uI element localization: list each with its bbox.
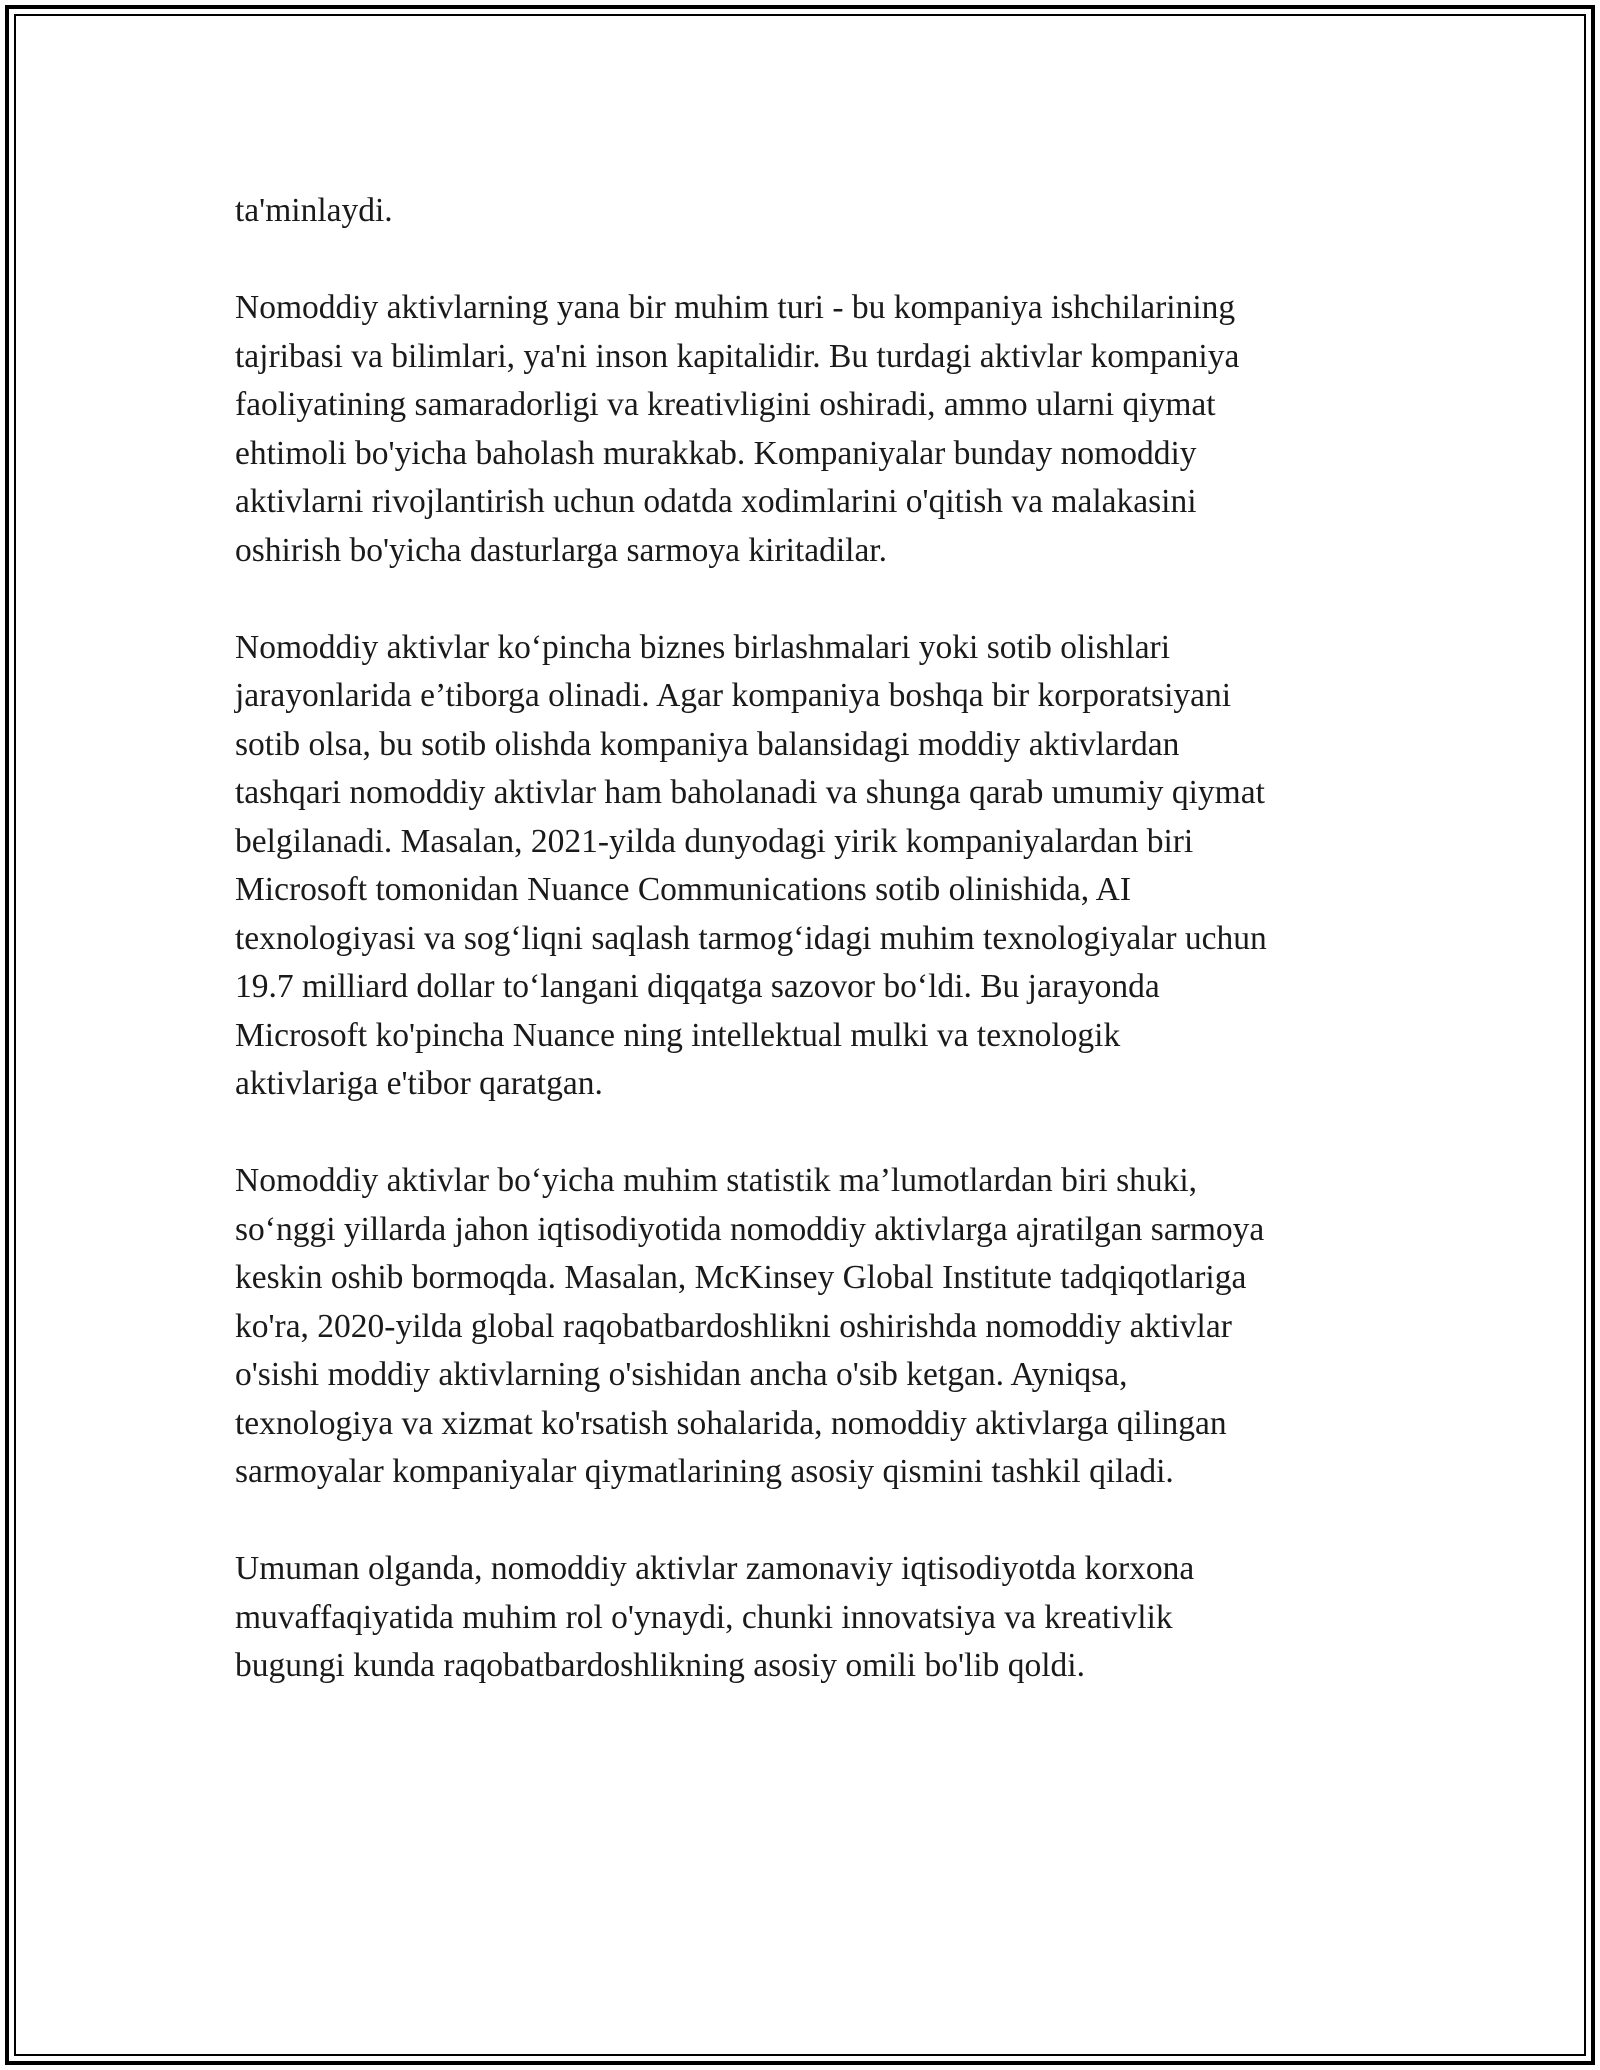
- paragraph-line: Nomoddiy aktivlarning yana bir muhim turi - bu kompaniya ishchilarining: [235, 289, 1236, 326]
- paragraph-line: sarmoyalar kompaniyalar qiymatlarining asosiy qismini tashkil qiladi.: [235, 1453, 1174, 1490]
- paragraph-line: belgilanadi. Masalan, 2021-yilda dunyodagi yirik kompaniyalardan biri: [235, 822, 1194, 860]
- paragraph-2: [235, 284, 1385, 575]
- paragraph-line: jarayonlarida e’tiborga olinadi. Agar kompaniya boshqa bir korporatsiyani: [235, 677, 1232, 714]
- paragraph-line: bugungi kunda raqobatbardoshlikning asosiy omili bo'lib qoldi.: [235, 1647, 1085, 1684]
- document-body: [235, 187, 1385, 1739]
- paragraph-1: [235, 187, 1385, 236]
- paragraph-line: Umuman olganda, nomoddiy aktivlar zamonaviy iqtisodiyotda korxona: [235, 1550, 1195, 1587]
- paragraph-line: Nomoddiy aktivlar ko‘pincha biznes birlashmalari yoki sotib olishlari: [235, 628, 1171, 666]
- paragraph-line: Nomoddiy aktivlar bo‘yicha muhim statistik ma’lumotlardan biri shuki,: [235, 1162, 1198, 1199]
- paragraph-line: texnologiyasi va sog‘liqni saqlash tarmog‘idagi muhim texnologiyalar uchun: [235, 919, 1267, 957]
- paragraph-3: [235, 624, 1385, 1109]
- paragraph-line: tashqari nomoddiy aktivlar ham baholanadi va shunga qarab umumiy qiymat: [235, 774, 1265, 811]
- paragraph-4: [235, 1157, 1385, 1497]
- paragraph-line: texnologiya va xizmat ko'rsatish sohalarida, nomoddiy aktivlarga qilingan: [235, 1404, 1227, 1442]
- paragraph-line: aktivlarni rivojlantirish uchun odatda xodimlarini o'qitish va malakasini: [235, 483, 1197, 520]
- paragraph-line: ta'minlaydi.: [235, 192, 393, 229]
- paragraph-line: ehtimoli bo'yicha baholash murakkab. Kompaniyalar bunday nomoddiy: [235, 434, 1197, 472]
- paragraph-line: tajribasi va bilimlari, ya'ni inson kapitalidir. Bu turdagi aktivlar kompaniya: [235, 337, 1240, 375]
- paragraph-line: keskin oshib bormoqda. Masalan, McKinsey Global Institute tadqiqotlariga: [235, 1259, 1247, 1296]
- paragraph-line: Microsoft tomonidan Nuance Communications sotib olinishida, AI: [235, 871, 1132, 908]
- paragraph-5: [235, 1545, 1385, 1691]
- paragraph-line: faoliyatining samaradorligi va kreativligini oshiradi, ammo ularni qiymat: [235, 386, 1216, 423]
- paragraph-line: ko'ra, 2020-yilda global raqobatbardoshlikni oshirishda nomoddiy aktivlar: [235, 1307, 1232, 1345]
- paragraph-line: aktivlariga e'tibor qaratgan.: [235, 1065, 603, 1102]
- paragraph-line: oshirish bo'yicha dasturlarga sarmoya kiritadilar.: [235, 531, 887, 569]
- paragraph-line: o'sishi moddiy aktivlarning o'sishidan ancha o'sib ketgan. Ayniqsa,: [235, 1356, 1128, 1393]
- paragraph-line: muvaffaqiyatida muhim rol o'ynaydi, chunki innovatsiya va kreativlik: [235, 1598, 1173, 1636]
- paragraph-line: sotib olsa, bu sotib olishda kompaniya balansidagi moddiy aktivlardan: [235, 725, 1180, 763]
- paragraph-line: 19.7 milliard dollar to‘langani diqqatga sazovor bo‘ldi. Bu jarayonda: [235, 968, 1160, 1005]
- paragraph-line: so‘nggi yillarda jahon iqtisodiyotida nomoddiy aktivlarga ajratilgan sarmoya: [235, 1210, 1265, 1248]
- paragraph-line: Microsoft ko'pincha Nuance ning intellektual mulki va texnologik: [235, 1016, 1121, 1054]
